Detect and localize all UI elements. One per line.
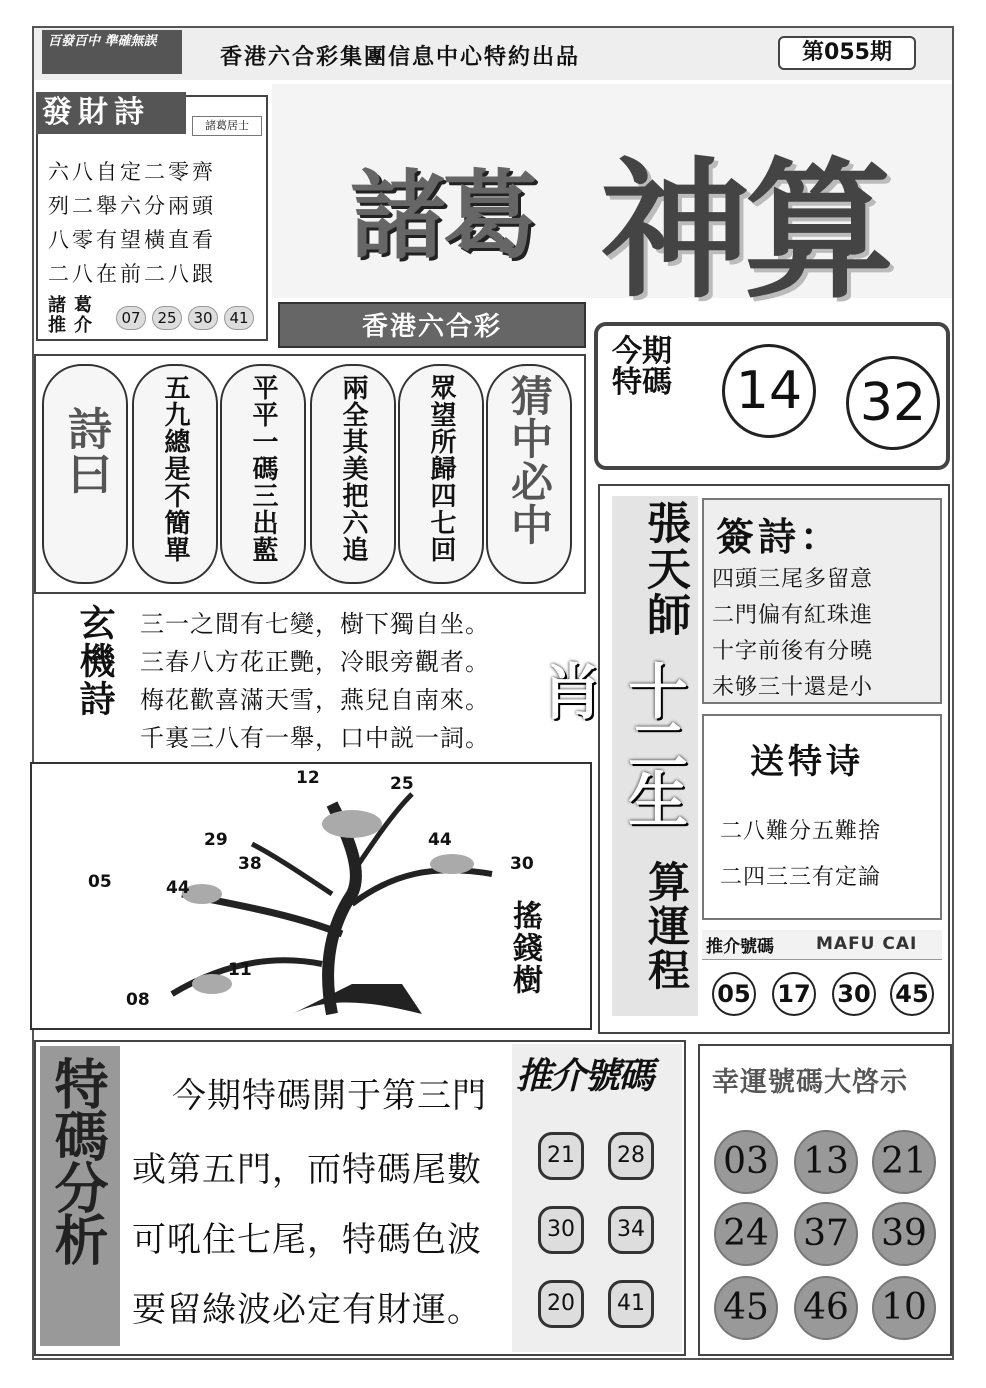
sign-poem-title: 簽詩： — [716, 515, 843, 559]
lucky-title: 幸運號碼大啓示 — [712, 1067, 908, 1098]
poem-column — [398, 364, 484, 584]
sub-banner: 香港六合彩 — [278, 302, 586, 348]
issue-number: 第055期 — [778, 36, 916, 70]
zodiac-middle: 十二生肖 — [532, 660, 688, 822]
tree-number: 05 — [88, 872, 112, 892]
analysis-label: 特碼分析 — [46, 1056, 109, 1264]
money-tree-label: 搖錢樹 — [507, 900, 542, 996]
lucky-ball: 45 — [714, 1276, 778, 1340]
poem-text: 詩曰 — [60, 406, 111, 496]
recommend2-ball: 30 — [538, 1206, 584, 1254]
zodiac-bottom: 算運程 — [642, 860, 691, 992]
number-ball: 41 — [224, 306, 254, 330]
recommend-ball: 30 — [832, 972, 876, 1016]
tree-number: 38 — [238, 854, 262, 874]
lucky-ball: 21 — [872, 1130, 936, 1194]
poem-text: 兩全其美把六追 — [338, 374, 368, 563]
poem-column — [220, 364, 306, 584]
sign-line: 二門偏有紅珠進 — [712, 603, 874, 628]
mystic-line: 梅花歡喜滿天雪，燕兒自南來。 — [140, 686, 490, 714]
lucky-ball: 03 — [714, 1130, 778, 1194]
tree-number: 29 — [204, 830, 228, 850]
poem-column — [132, 364, 218, 584]
zodiac-name: 張天師 — [639, 500, 690, 638]
recommend-ball: 45 — [890, 972, 934, 1016]
recommend2-title: 推介號碼 — [516, 1056, 653, 1097]
number-ball: 30 — [188, 306, 218, 330]
lucky-ball: 13 — [794, 1130, 858, 1194]
main-title-part1: 諸葛 — [350, 160, 534, 272]
send-special-title: 送特诗 — [750, 742, 864, 782]
fortune-line: 六八自定二零齊 — [48, 160, 216, 184]
tree-number: 44 — [166, 878, 190, 898]
mystic-poem-label: 玄機詩 — [74, 604, 115, 718]
poem-text: 眾望所歸四七回 — [426, 374, 456, 563]
special-label-text: 今期特碼 — [612, 334, 672, 400]
sign-line: 未够三十還是小 — [712, 675, 874, 700]
fortune-line: 八零有望橫直看 — [48, 228, 216, 252]
poem-column — [42, 364, 128, 584]
send-line: 二四三三有定論 — [720, 865, 882, 890]
poem-text: 平平一碼三出藍 — [248, 374, 278, 563]
recommend2-ball: 41 — [608, 1280, 654, 1328]
recommend2-ball: 34 — [608, 1206, 654, 1254]
tree-number: 44 — [428, 830, 452, 850]
fortune-poem-author: 諸葛居士 — [192, 116, 262, 136]
fortune-recommend-label: 諸葛推介 — [48, 295, 100, 336]
lucky-ball: 24 — [714, 1202, 778, 1266]
tree-number: 30 — [510, 854, 534, 874]
tree-number: 08 — [126, 990, 150, 1010]
fortune-line: 列二舉六分兩頭 — [48, 194, 216, 218]
poem-column — [486, 364, 572, 584]
fortune-poem-title: 發財詩 — [36, 92, 186, 134]
recommend-ball: 05 — [712, 972, 756, 1016]
recommend2-ball: 20 — [538, 1280, 584, 1328]
lucky-ball: 46 — [794, 1276, 858, 1340]
recommend-site: MAFU CAI — [816, 934, 918, 954]
recommend-ball: 17 — [772, 972, 816, 1016]
tree-number: 11 — [228, 960, 252, 980]
main-title-part2: 神算 — [600, 143, 889, 319]
send-line: 二八難分五難捨 — [720, 819, 882, 844]
mystic-line: 三春八方花正艷，冷眼旁觀者。 — [140, 648, 490, 676]
recommend2-ball: 28 — [608, 1132, 654, 1180]
slogan-badge: 百發百中 準確無誤 — [42, 30, 182, 74]
fortune-line: 二八在前二八跟 — [48, 262, 216, 286]
lucky-ball: 39 — [872, 1202, 936, 1266]
analysis-line: 或第五門，而特碼尾數 — [132, 1150, 482, 1190]
mystic-line: 千裏三八有一舉，口中説一詞。 — [140, 724, 490, 752]
lucky-ball: 10 — [872, 1276, 936, 1340]
poem-text: 猜中必中 — [505, 374, 554, 546]
special-ball: 14 — [722, 344, 816, 438]
sign-line: 四頭三尾多留意 — [712, 567, 874, 592]
special-ball: 32 — [846, 356, 940, 450]
poem-text: 五九總是不簡單 — [160, 374, 190, 563]
recommend2-ball: 21 — [538, 1132, 584, 1180]
analysis-line: 可吼住七尾，特碼色波 — [132, 1220, 482, 1260]
sponsor-text: 香港六合彩集團信息中心特約出品 — [220, 45, 581, 70]
mystic-line: 三一之間有七變，樹下獨自坐。 — [140, 610, 490, 638]
special-label — [612, 336, 692, 460]
poem-column — [310, 364, 396, 584]
analysis-line: 要留綠波必定有財運。 — [132, 1290, 482, 1330]
number-ball: 07 — [116, 306, 146, 330]
tree-number: 12 — [296, 768, 320, 788]
number-ball: 25 — [152, 306, 182, 330]
sign-line: 十字前後有分曉 — [712, 639, 874, 664]
tree-number: 25 — [390, 774, 414, 794]
recommend-label: 推介號碼 — [706, 937, 774, 957]
analysis-line: 今期特碼開于第三門 — [172, 1076, 487, 1116]
lucky-ball: 37 — [794, 1202, 858, 1266]
